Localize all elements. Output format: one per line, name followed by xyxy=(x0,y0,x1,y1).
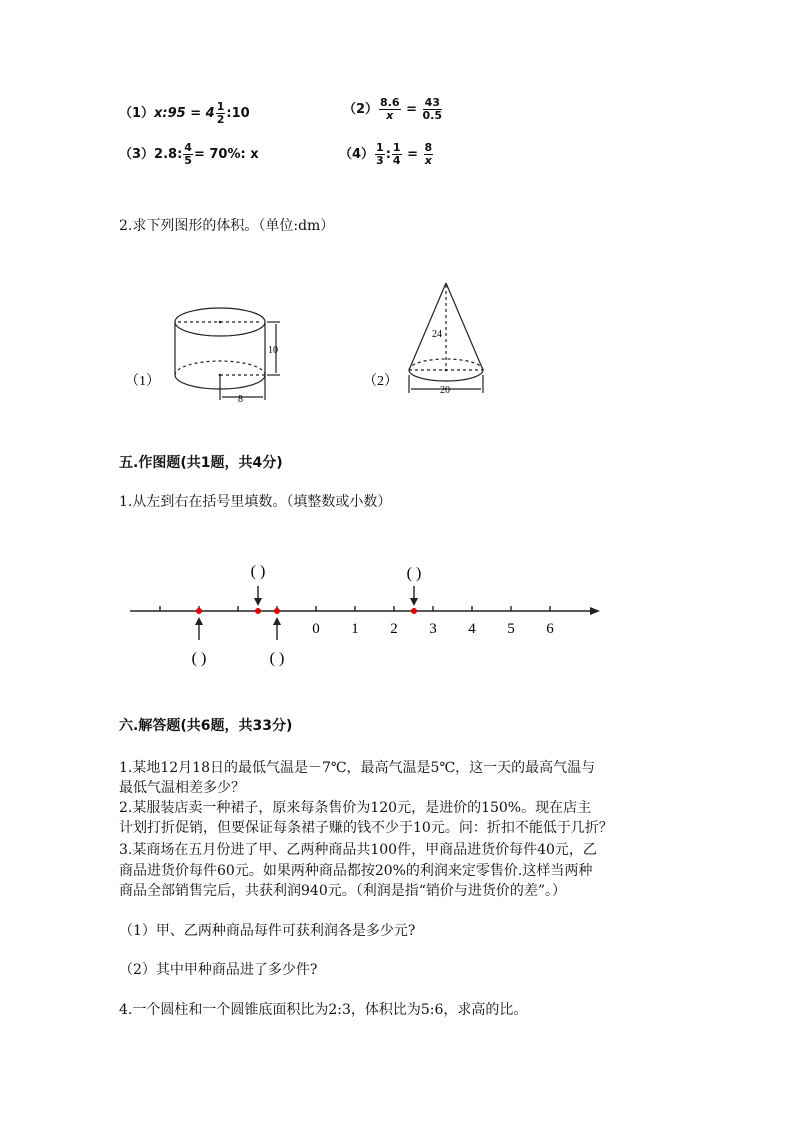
fraction xyxy=(392,142,402,167)
fraction xyxy=(379,97,401,122)
tick-label: 1 xyxy=(351,621,359,637)
volume-figures xyxy=(0,275,794,415)
question-6-3-line-1: 3.某商场在五月份进了甲、乙两种商品共100件，甲商品进货价每件40元，乙 xyxy=(119,842,597,858)
numerator: 4 xyxy=(184,141,192,154)
arrow-down-icon xyxy=(410,598,418,606)
question-6-2-line-1: 2.某服装店卖一种裙子，原来每条售价为120元，是进价的150%。现在店主 xyxy=(119,800,592,816)
cone-figure xyxy=(409,283,483,393)
question-6-1-line-2: 最低气温相差多少？ xyxy=(119,780,245,796)
tick-label: 2 xyxy=(390,621,398,637)
answer-blank-top: ( ) xyxy=(250,563,266,580)
section-5-heading: 五.作图题(共1题，共4分) xyxy=(119,455,283,471)
equals-sign: = xyxy=(407,147,418,162)
numerator: 8 xyxy=(424,141,433,154)
numerator: 1 xyxy=(216,100,225,113)
numerator: 1 xyxy=(376,141,384,154)
cone-diameter-label: 20 xyxy=(440,385,450,396)
question-6-4: 4.一个圆柱和一个圆锥底面积比为2:3，体积比为5:6，求高的比。 xyxy=(119,1002,528,1018)
equation-label: （4） xyxy=(339,147,375,162)
equals-sign: = xyxy=(406,102,417,117)
fraction xyxy=(375,142,385,167)
cylinder-top-center xyxy=(219,321,222,324)
cylinder-height-label: 10 xyxy=(268,345,278,356)
answer-blank-top: ( ) xyxy=(406,565,422,582)
denominator: x xyxy=(424,154,432,167)
numerator: 1 xyxy=(392,141,401,154)
cone-label: （2） xyxy=(363,374,398,389)
number-line-arrowhead xyxy=(590,607,600,615)
tick-label: 6 xyxy=(546,621,554,637)
tick-label: 4 xyxy=(468,621,476,637)
point-marker xyxy=(196,608,202,614)
denominator: 0.5 xyxy=(422,109,443,122)
fraction xyxy=(216,101,226,126)
point-marker xyxy=(411,608,417,614)
question-6-2-line-2: 计划打折促销，但要保证每条裙子赚的钱不少于10元。问：折扣不能低于几折？ xyxy=(119,820,613,836)
answer-blank-bottom: ( ) xyxy=(269,650,285,667)
cylinder-label: （1） xyxy=(125,374,160,389)
cone-base-center xyxy=(445,369,448,372)
arrow-up-icon xyxy=(273,617,281,625)
tick-label: 5 xyxy=(507,621,515,637)
tick-label: 0 xyxy=(312,621,320,637)
point-marker xyxy=(255,608,261,614)
equation-text: = 70%: x xyxy=(193,147,259,162)
point-marker xyxy=(274,608,280,614)
cylinder-radius-label: 8 xyxy=(238,394,243,405)
equation-text: x:95 = 4 xyxy=(154,106,215,121)
equation-label: （3） xyxy=(119,147,155,162)
fraction xyxy=(424,142,434,167)
cylinder-figure xyxy=(175,308,280,400)
arrow-up-icon xyxy=(195,617,203,625)
numerator: 8.6 xyxy=(380,96,400,109)
equation-text: :10 xyxy=(226,106,250,121)
question-6-3-line-2: 商品进货价每件60元。如果两种商品都按20%的利润来定零售价.这样当两种 xyxy=(119,863,593,879)
denominator: 4 xyxy=(392,154,401,167)
denominator: x xyxy=(386,109,394,122)
equation-label: （2） xyxy=(343,102,379,117)
fraction xyxy=(183,142,193,167)
tick-label: 3 xyxy=(429,621,437,637)
equation-3 xyxy=(119,142,259,167)
equation-2 xyxy=(343,97,443,122)
denominator: 2 xyxy=(216,113,225,126)
section-6-heading: 六.解答题(共6题，共33分) xyxy=(119,718,293,734)
question-6-3-sub-2: （2）其中甲种商品进了多少件? xyxy=(119,962,318,978)
number-line xyxy=(0,555,794,675)
denominator: 5 xyxy=(184,154,192,167)
numerator: 43 xyxy=(423,97,443,110)
cone-height-label: 24 xyxy=(432,329,442,340)
equation-4 xyxy=(339,142,434,167)
equation-text: 2.8: xyxy=(154,147,183,162)
fraction xyxy=(423,97,443,122)
equation-1 xyxy=(119,101,250,126)
colon: : xyxy=(385,147,391,162)
answer-blank-bottom: ( ) xyxy=(191,650,207,667)
question-2-text: 2.求下列图形的体积。（单位:dm） xyxy=(119,218,335,234)
section-5-question-1: 1.从左到右在括号里填数。（填整数或小数） xyxy=(119,494,392,510)
question-6-3-sub-1: （1）甲、乙两种商品每件可获利润各是多少元? xyxy=(119,923,416,939)
denominator: 3 xyxy=(376,154,384,167)
question-6-1-line-1: 1.某地12月18日的最低气温是－7℃，最高气温是5℃，这一天的最高气温与 xyxy=(119,760,596,776)
arrow-down-icon xyxy=(254,598,262,606)
equation-label: （1） xyxy=(119,106,155,121)
question-6-3-line-3: 商品全部销售完后，共获利润940元。（利润是指“销价与进货价的差”。） xyxy=(119,883,567,899)
cylinder-bottom-center xyxy=(219,374,222,377)
